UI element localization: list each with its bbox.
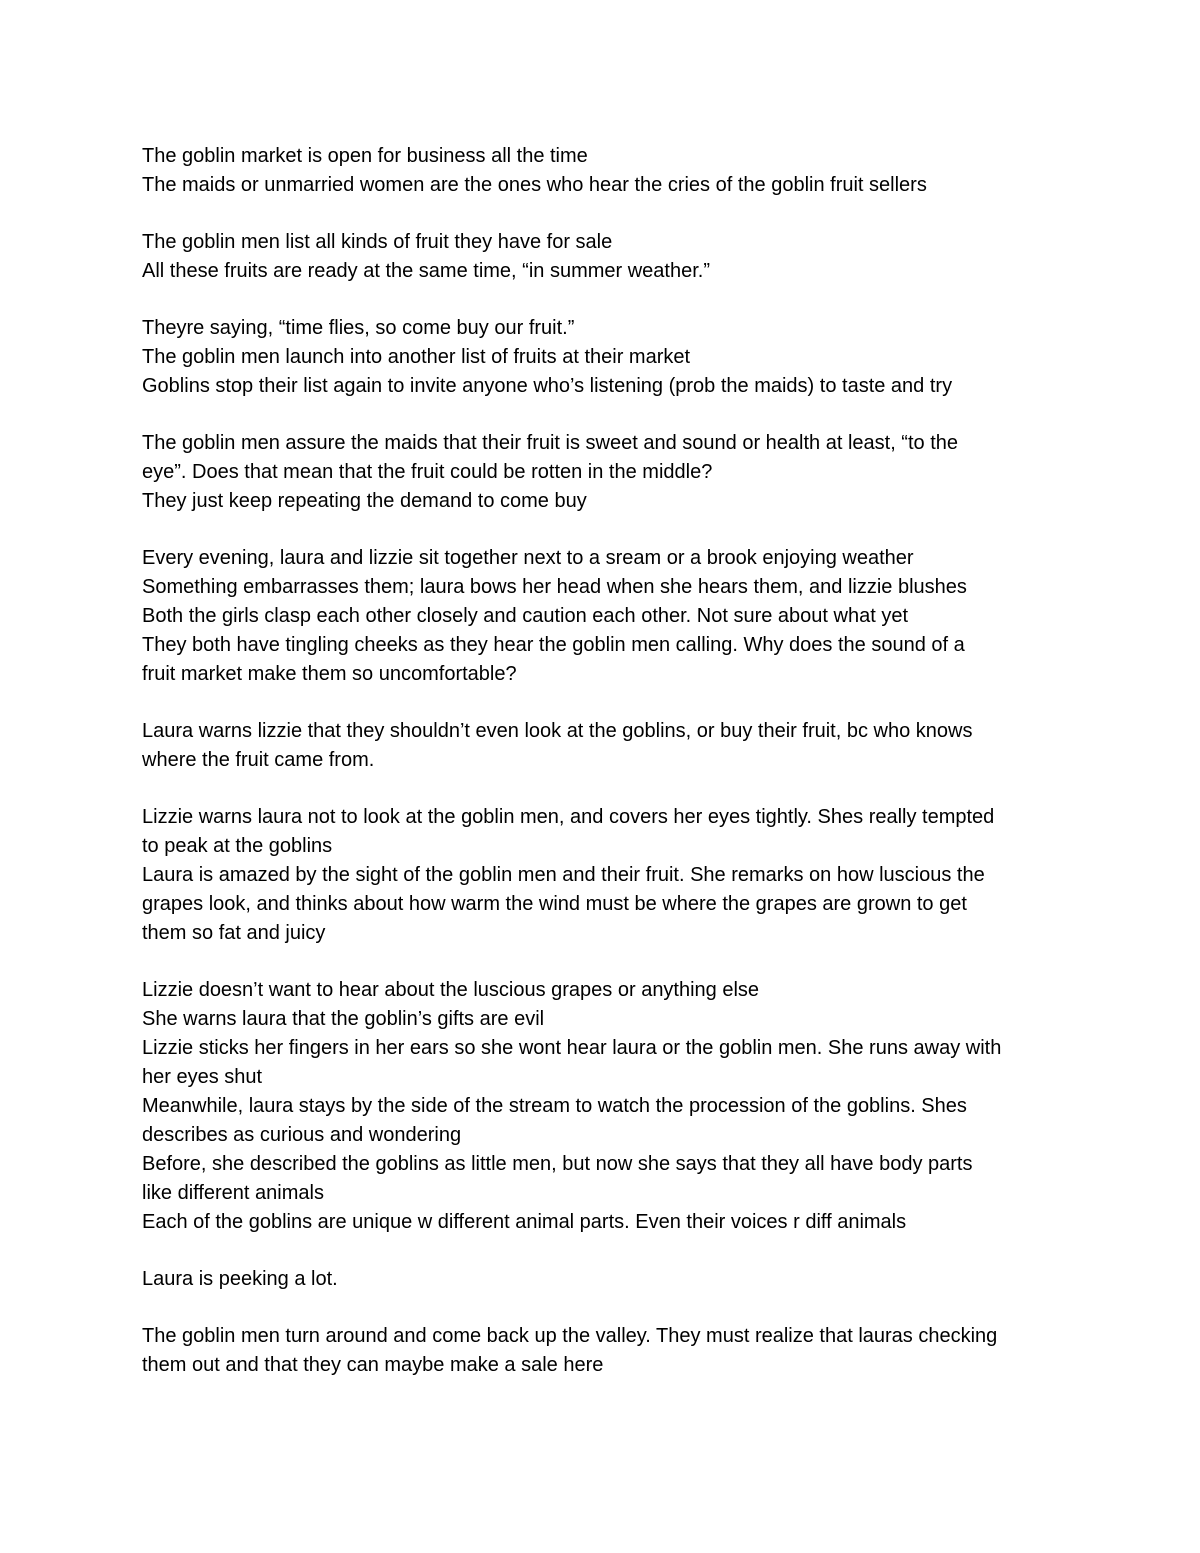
text-line: them so fat and juicy xyxy=(142,922,326,944)
paragraph xyxy=(142,803,1072,948)
text-line: Goblins stop their list again to invite anyone who’s listening (prob the maids) to taste and try xyxy=(142,375,953,397)
paragraph xyxy=(142,228,1072,286)
text-line: Something embarrasses them; laura bows her head when she hears them, and lizzie blushes xyxy=(142,576,967,598)
paragraph xyxy=(142,717,1072,775)
text-line: Laura is peeking a lot. xyxy=(142,1268,338,1290)
text-line: All these fruits are ready at the same time, “in summer weather.” xyxy=(142,260,710,282)
paragraph xyxy=(142,976,1072,1237)
paragraph xyxy=(142,1265,1072,1294)
text-line: Before, she described the goblins as little men, but now she says that they all have body parts xyxy=(142,1153,973,1175)
paragraph xyxy=(142,142,1072,200)
text-line: Both the girls clasp each other closely and caution each other. Not sure about what yet xyxy=(142,605,909,627)
document-body xyxy=(142,142,1072,1408)
text-line: The goblin men assure the maids that their fruit is sweet and sound or health at least, “to the xyxy=(142,432,959,454)
text-line: The maids or unmarried women are the ones who hear the cries of the goblin fruit sellers xyxy=(142,174,927,196)
text-line: Theyre saying, “time flies, so come buy our fruit.” xyxy=(142,317,575,339)
text-line: Lizzie sticks her fingers in her ears so she wont hear laura or the goblin men. She runs away with xyxy=(142,1037,1002,1059)
text-line: She warns laura that the goblin’s gifts are evil xyxy=(142,1008,545,1030)
text-line: The goblin men list all kinds of fruit they have for sale xyxy=(142,231,613,253)
text-line: Laura warns lizzie that they shouldn’t even look at the goblins, or buy their fruit, bc who knows xyxy=(142,720,973,742)
text-line: to peak at the goblins xyxy=(142,835,333,857)
paragraph xyxy=(142,1322,1072,1380)
text-line: like different animals xyxy=(142,1182,324,1204)
text-line: Each of the goblins are unique w different animal parts. Even their voices r diff animals xyxy=(142,1211,907,1233)
text-line: The goblin market is open for business all the time xyxy=(142,145,588,167)
text-line: eye”. Does that mean that the fruit could be rotten in the middle? xyxy=(142,461,713,483)
text-line: where the fruit came from. xyxy=(142,749,375,771)
paragraph xyxy=(142,429,1072,516)
text-line: The goblin men launch into another list of fruits at their market xyxy=(142,346,691,368)
paragraph xyxy=(142,314,1072,401)
text-line: They both have tingling cheeks as they hear the goblin men calling. Why does the sound of a xyxy=(142,634,965,656)
text-line: grapes look, and thinks about how warm the wind must be where the grapes are grown to get xyxy=(142,893,967,915)
text-line: They just keep repeating the demand to come buy xyxy=(142,490,587,512)
text-line: Meanwhile, laura stays by the side of the stream to watch the procession of the goblins. Shes xyxy=(142,1095,967,1117)
text-line: fruit market make them so uncomfortable? xyxy=(142,663,517,685)
text-line: Laura is amazed by the sight of the goblin men and their fruit. She remarks on how luscious the xyxy=(142,864,985,886)
paragraph xyxy=(142,544,1072,689)
text-line: Lizzie doesn’t want to hear about the luscious grapes or anything else xyxy=(142,979,760,1001)
text-line: The goblin men turn around and come back up the valley. They must realize that lauras checking xyxy=(142,1325,998,1347)
text-line: Lizzie warns laura not to look at the goblin men, and covers her eyes tightly. Shes really tempted xyxy=(142,806,995,828)
text-line: them out and that they can maybe make a sale here xyxy=(142,1354,604,1376)
text-line: Every evening, laura and lizzie sit together next to a sream or a brook enjoying weather xyxy=(142,547,914,569)
text-line: her eyes shut xyxy=(142,1066,263,1088)
text-line: describes as curious and wondering xyxy=(142,1124,462,1146)
